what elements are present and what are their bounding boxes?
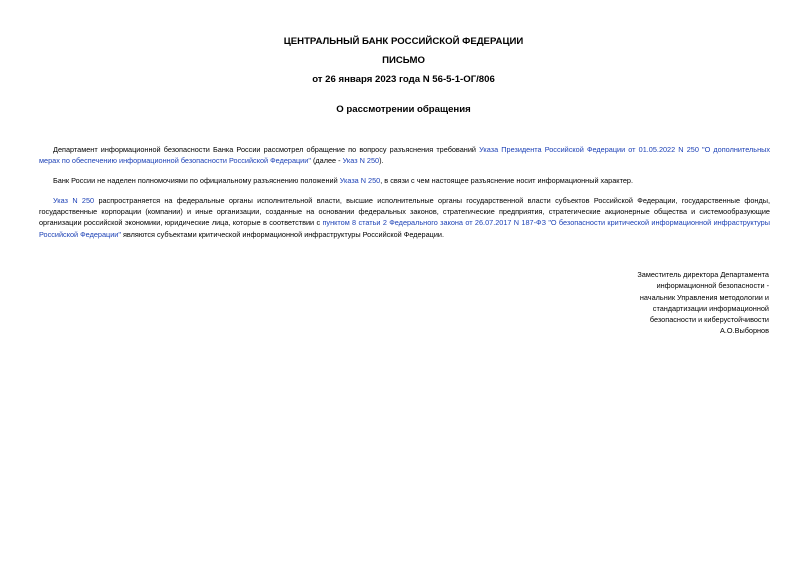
signatory-position-line: информационной безопасности - [656,281,769,291]
paragraph-1-text: Департамент информационной безопасности Банка России рассмотрел обращение по вопросу разъяснения требований [53,145,480,154]
paragraph-3 [39,195,770,240]
paragraph-2-text: Банк России не наделен полномочиями по официальному разъяснению положений [53,176,340,185]
decree-250-full-link[interactable]: Указа Президента Российской Федерации от 01.05.2022 N 250 "О дополнительных мерах по обеспечению информационной безопасности Российской Федерации" [39,145,770,166]
paragraph-3-text: являются субъектами критической информационной инфраструктуры Российской Федерации. [120,229,445,239]
document-date-number: от 26 января 2023 года N 56-5-1-ОГ/806 [312,74,495,85]
paragraph-2-text: , в связи с чем настоящее разъяснение носит информационный характер. [380,176,633,185]
paragraph-1-text: ). [379,156,384,166]
signatory-position-line: начальник Управления методологии и [639,292,769,302]
paragraph-1-text: (далее - [310,156,343,166]
signature-block [599,269,769,337]
signatory-position-line: стандартизации информационной [652,303,769,313]
federal-law-187-link[interactable]: пунктом 8 статьи 2 Федерального закона от 26.07.2017 N 187-ФЗ "О безопасности критической информационной инфраструктуры Российской Федерации" [39,218,770,239]
paragraph-2 [39,175,770,186]
document-type: ПИСЬМО [382,55,425,66]
signatory-position-line: Заместитель директора Департамента [637,270,769,279]
document-subject: О рассмотрении обращения [336,104,471,115]
decree-250-short-link[interactable]: Указ N 250 [342,156,380,166]
paragraph-3-text: распространяется на федеральные органы исполнительной власти, высшие исполнительные органы государственной власти субъектов Российской Федерации, государственные фонды, государственные корпорации (компании) и иные организации, созданные на основании федеральных законов, стратегические предприятия, стратегические акционерные общества и системообразующие организации российской экономики, юридические лица, которые в соответствии с [39,196,770,228]
signatory-position-line: безопасности и киберустойчивости [649,315,769,325]
paragraph-1 [39,144,770,166]
decree-250-link[interactable]: Указ N 250 [53,196,95,205]
signatory-name: А.О.Выборнов [720,326,769,336]
decree-250-link[interactable]: Указа N 250 [339,176,381,185]
issuer-title: ЦЕНТРАЛЬНЫЙ БАНК РОССИЙСКОЙ ФЕДЕРАЦИИ [283,36,524,47]
